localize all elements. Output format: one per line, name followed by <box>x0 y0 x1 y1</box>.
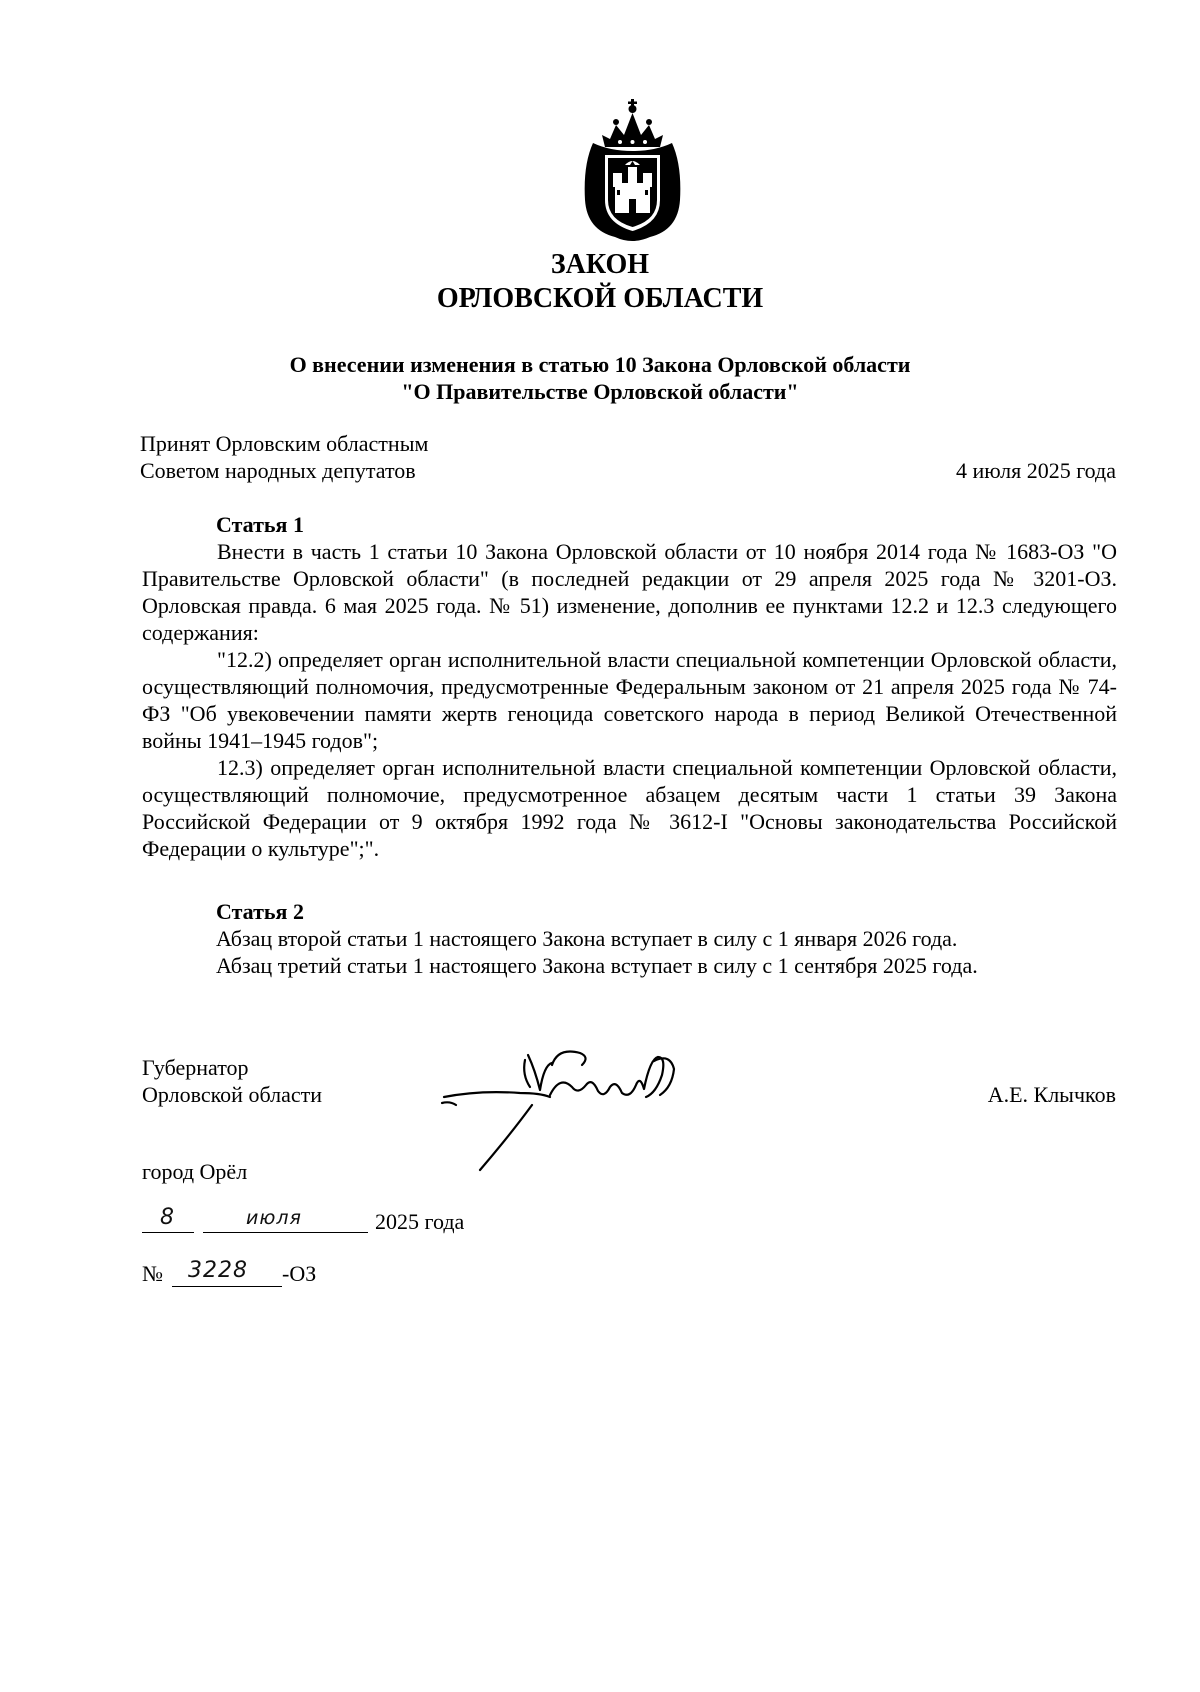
law-region: ОРЛОВСКОЙ ОБЛАСТИ <box>436 283 764 314</box>
law-subject-line1: О внесении изменения в статью 10 Закона Орловской области <box>289 352 911 377</box>
signatory-position-line2: Орловской области <box>142 1082 322 1107</box>
signatory-name: А.Е. Клычков <box>987 1082 1116 1107</box>
adoption-date: 4 июля 2025 года <box>955 458 1116 483</box>
number-sign: № <box>142 1261 163 1286</box>
year-label: 2025 года <box>375 1209 465 1234</box>
article1-paragraph2: "12.2) определяет орган исполнительной власти специальной компетенции Орловской области, осуществляющий полномочия, предусмотренные Федеральным законом от 21 апреля 2025 года № 74-ФЗ "Об увековечении памяти жертв геноцида советского народа в период Великой Отечественной войны 1941–1945 годов"; <box>142 647 1117 753</box>
month-handwritten: июля <box>246 1207 302 1229</box>
article2-paragraph1: Абзац второй статьи 1 настоящего Закона вступает в силу с 1 января 2026 года. <box>216 926 958 951</box>
article2-paragraph2: Абзац третий статьи 1 настоящего Закона вступает в силу с 1 сентября 2025 года. <box>216 953 978 978</box>
day-handwritten: 8 <box>160 1205 175 1230</box>
law-title: ЗАКОН <box>550 249 650 280</box>
adoption-line2: Советом народных депутатов <box>140 458 416 483</box>
month-underline <box>203 1232 368 1233</box>
article2-heading: Статья 2 <box>216 899 304 924</box>
signatory-position-line1: Губернатор <box>142 1055 249 1080</box>
number-suffix: -ОЗ <box>282 1261 317 1286</box>
number-underline <box>172 1286 282 1287</box>
article1-paragraph3: 12.3) определяет орган исполнительной власти специальной компетенции Орловской области, осуществляющий полномочие, предусмотренное абзацем десятым части 1 статьи 39 Закона Российской Федерации от 9 октября 1992 года № 3612-I "Основы законодательства Российской Федерации о культуре";". <box>142 755 1117 861</box>
city: город Орёл <box>142 1159 248 1184</box>
law-number-handwritten: 3228 <box>188 1258 248 1283</box>
coat-of-arms-icon <box>575 95 690 245</box>
article1-heading: Статья 1 <box>216 512 304 537</box>
law-subject-line2: "О Правительстве Орловской области" <box>401 379 799 404</box>
governor-signature <box>440 1035 690 1175</box>
adoption-line1: Принят Орловским областным <box>140 431 429 456</box>
day-underline <box>142 1232 194 1233</box>
article1-paragraph1: Внести в часть 1 статьи 10 Закона Орловской области от 10 ноября 2014 года № 1683-ОЗ "О Правительстве Орловской области" (в последней редакции от 29 апреля 2025 года № 3201-ОЗ. Орловская правда. 6 мая 2025 года. № 51) изменение, дополнив ее пунктами 12.2 и 12.3 следующего содержания: <box>142 539 1117 645</box>
article1-body <box>142 538 1117 862</box>
